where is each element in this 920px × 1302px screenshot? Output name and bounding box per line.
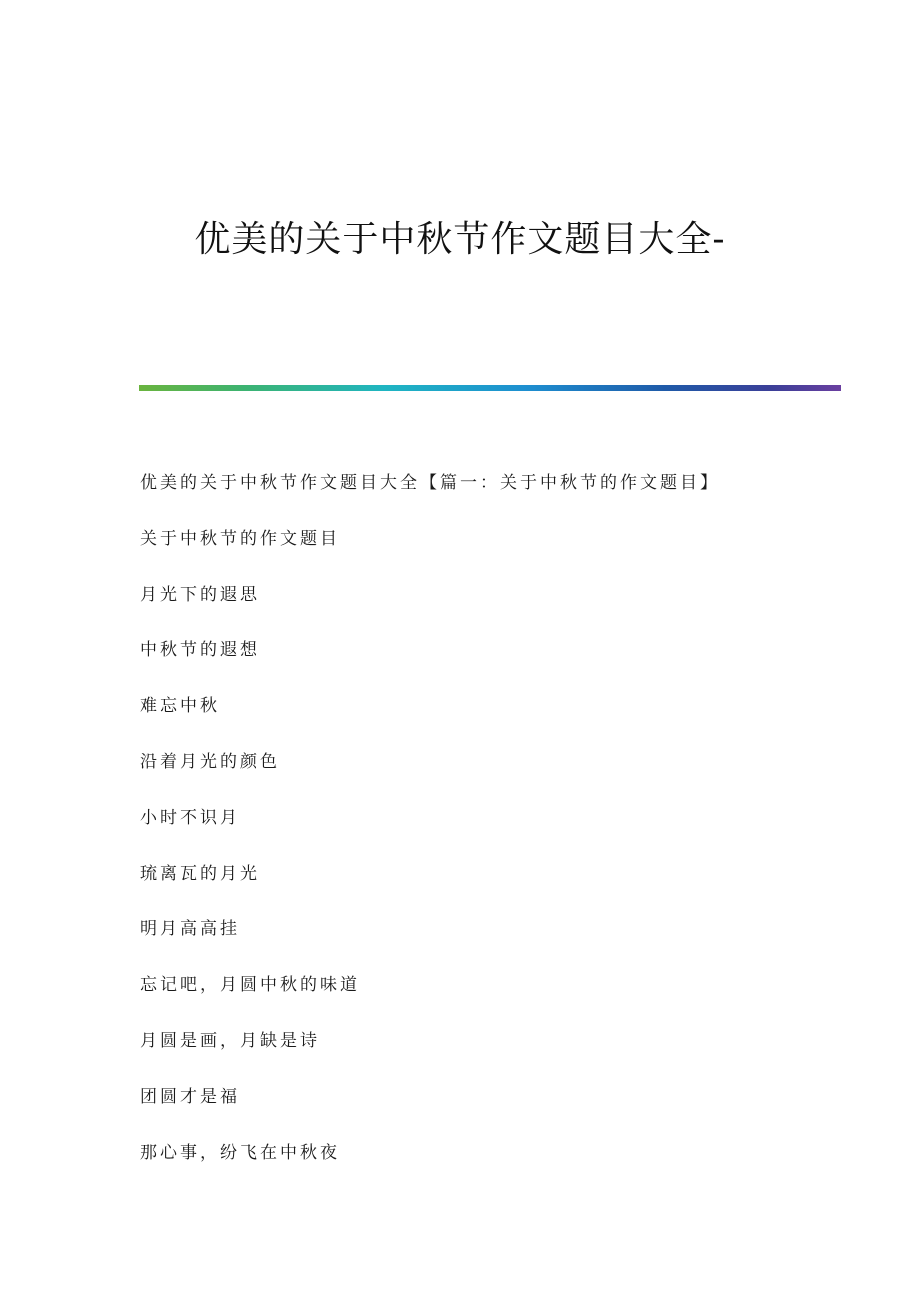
document-body bbox=[140, 467, 840, 1192]
title-divider bbox=[139, 385, 841, 391]
list-item: 月光下的遐思 bbox=[140, 584, 260, 605]
list-item: 沿着月光的颜色 bbox=[140, 751, 280, 772]
list-item: 难忘中秋 bbox=[140, 696, 220, 717]
list-item: 团圆才是福 bbox=[140, 1086, 240, 1107]
list-item: 明月高高挂 bbox=[140, 919, 240, 940]
list-item: 琉离瓦的月光 bbox=[140, 863, 260, 884]
page-title: 优美的关于中秋节作文题目大全- bbox=[194, 219, 726, 260]
list-item: 月圆是画，月缺是诗 bbox=[140, 1030, 320, 1051]
section-heading: 优美的关于中秋节作文题目大全【篇一：关于中秋节的作文题目】 bbox=[140, 473, 720, 493]
list-item: 小时不识月 bbox=[140, 807, 240, 828]
list-heading: 关于中秋节的作文题目 bbox=[140, 528, 340, 549]
list-item: 那心事，纷飞在中秋夜 bbox=[140, 1142, 340, 1163]
list-item: 中秋节的遐想 bbox=[140, 640, 260, 661]
list-item: 忘记吧，月圆中秋的味道 bbox=[140, 975, 360, 996]
